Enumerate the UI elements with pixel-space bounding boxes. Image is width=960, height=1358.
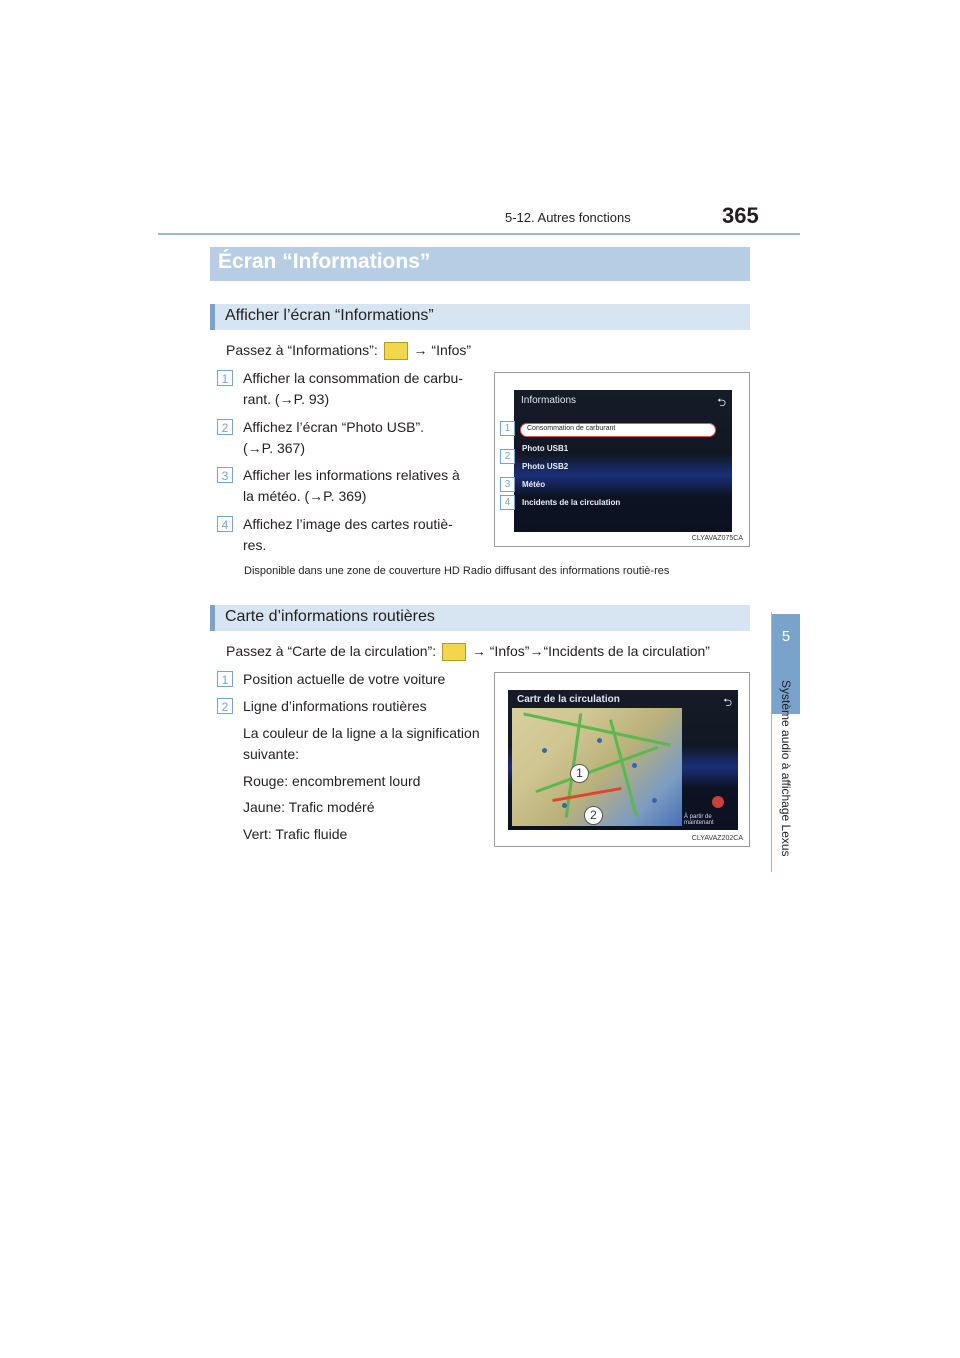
chapter-title: Système audio à affichage Lexus <box>779 680 793 857</box>
explanation-line: La couleur de la ligne a la signification <box>243 725 480 741</box>
road-green <box>535 746 658 793</box>
item-line: Afficher les informations relatives à <box>243 467 460 483</box>
list-item <box>243 465 460 507</box>
traffic-map-screenshot <box>494 672 750 847</box>
informations-screenshot <box>494 372 750 547</box>
item-line: res. <box>243 537 267 553</box>
menu-item-fuel <box>520 423 716 437</box>
time-range-label: À partir de maintenant <box>684 814 714 826</box>
menu-button-icon <box>384 342 408 360</box>
traffic-map-screen <box>508 690 738 830</box>
item-number: 2 <box>217 698 233 714</box>
section1-bar <box>210 304 750 330</box>
item-line: Afficher la consommation de carbu- <box>243 370 463 386</box>
menu-item-label: Consommation de carburant <box>527 425 616 432</box>
color-explanation <box>243 723 480 765</box>
road-red <box>552 787 621 802</box>
intro-arrow-text: → “Infos” <box>413 342 472 358</box>
callout-2: 2 <box>500 449 515 464</box>
callout-4: 4 <box>500 495 515 510</box>
section1-title: Afficher l’écran “Informations” <box>225 307 434 324</box>
image-code: CLYAVAZ075CA <box>691 535 743 542</box>
screen-title: Informations <box>521 395 577 406</box>
traffic-map <box>512 708 682 826</box>
item-number: 3 <box>217 467 233 483</box>
legend-red: Rouge: encombrement lourd <box>243 773 421 789</box>
header-rule <box>158 233 800 235</box>
back-icon: ⮌ <box>723 697 732 709</box>
item-line: (→P. 367) <box>243 440 305 456</box>
menu-item-photo-usb1: Photo USB1 <box>522 444 569 453</box>
map-callout-1: 1 <box>570 764 589 783</box>
hd-radio-icon <box>712 796 724 808</box>
menu-button-icon <box>442 643 466 661</box>
callout-3: 3 <box>500 477 515 492</box>
main-title: Écran “Informations” <box>218 250 431 273</box>
intro-arrow-text: → “Infos”→“Incidents de la circulation” <box>471 643 710 659</box>
item-line: rant. (→P. 93) <box>243 391 330 407</box>
item-number: 1 <box>217 370 233 386</box>
map-pin <box>562 803 567 808</box>
intro-text: Passez à “Carte de la circulation”: <box>226 643 437 659</box>
legend-green: Vert: Trafic fluide <box>243 826 348 842</box>
chapter-title-vertical <box>777 680 797 890</box>
screen-title: Cartr de la circulation <box>517 694 620 705</box>
item-number: 2 <box>217 419 233 435</box>
section2-bar <box>210 605 750 631</box>
item-line: la météo. (→P. 369) <box>243 488 367 504</box>
section2-intro <box>226 641 710 662</box>
page-number: 365 <box>722 203 759 228</box>
list-item <box>243 417 424 459</box>
coverage-note: Disponible dans une zone de couverture HD Radio diffusant des informations routiè-res <box>244 565 670 577</box>
map-pin <box>632 763 637 768</box>
back-icon: ⮌ <box>717 397 726 409</box>
item-line: Affichez l’écran “Photo USB”. <box>243 419 425 435</box>
menu-item-photo-usb2: Photo USB2 <box>522 462 569 471</box>
intro-text: Passez à “Informations”: <box>226 342 378 358</box>
menu-item-weather: Météo <box>522 480 546 489</box>
main-title-banner <box>210 247 750 281</box>
item-number: 4 <box>217 516 233 532</box>
menu-item-traffic: Incidents de la circulation <box>522 498 621 507</box>
chapter-tab: 5 <box>772 614 800 714</box>
section-header: 5-12. Autres fonctions <box>505 210 631 225</box>
list-item <box>243 368 463 410</box>
map-pin <box>542 748 547 753</box>
map-pin <box>652 798 657 803</box>
item-number: 1 <box>217 671 233 687</box>
item-line: Affichez l’image des cartes routiè- <box>243 516 453 532</box>
map-pin <box>597 738 602 743</box>
section2-title: Carte d’informations routières <box>225 608 435 625</box>
list-item: Ligne d’informations routières <box>243 698 427 714</box>
informations-screen <box>514 390 732 532</box>
list-item <box>243 514 453 556</box>
callout-1: 1 <box>500 421 515 436</box>
section1-intro <box>226 340 471 361</box>
explanation-line: suivante: <box>243 746 300 762</box>
image-code: CLYAVAZ202CA <box>691 835 743 842</box>
legend-yellow: Jaune: Trafic modéré <box>243 799 375 815</box>
map-callout-2: 2 <box>584 806 603 825</box>
list-item: Position actuelle de votre voiture <box>243 671 446 687</box>
